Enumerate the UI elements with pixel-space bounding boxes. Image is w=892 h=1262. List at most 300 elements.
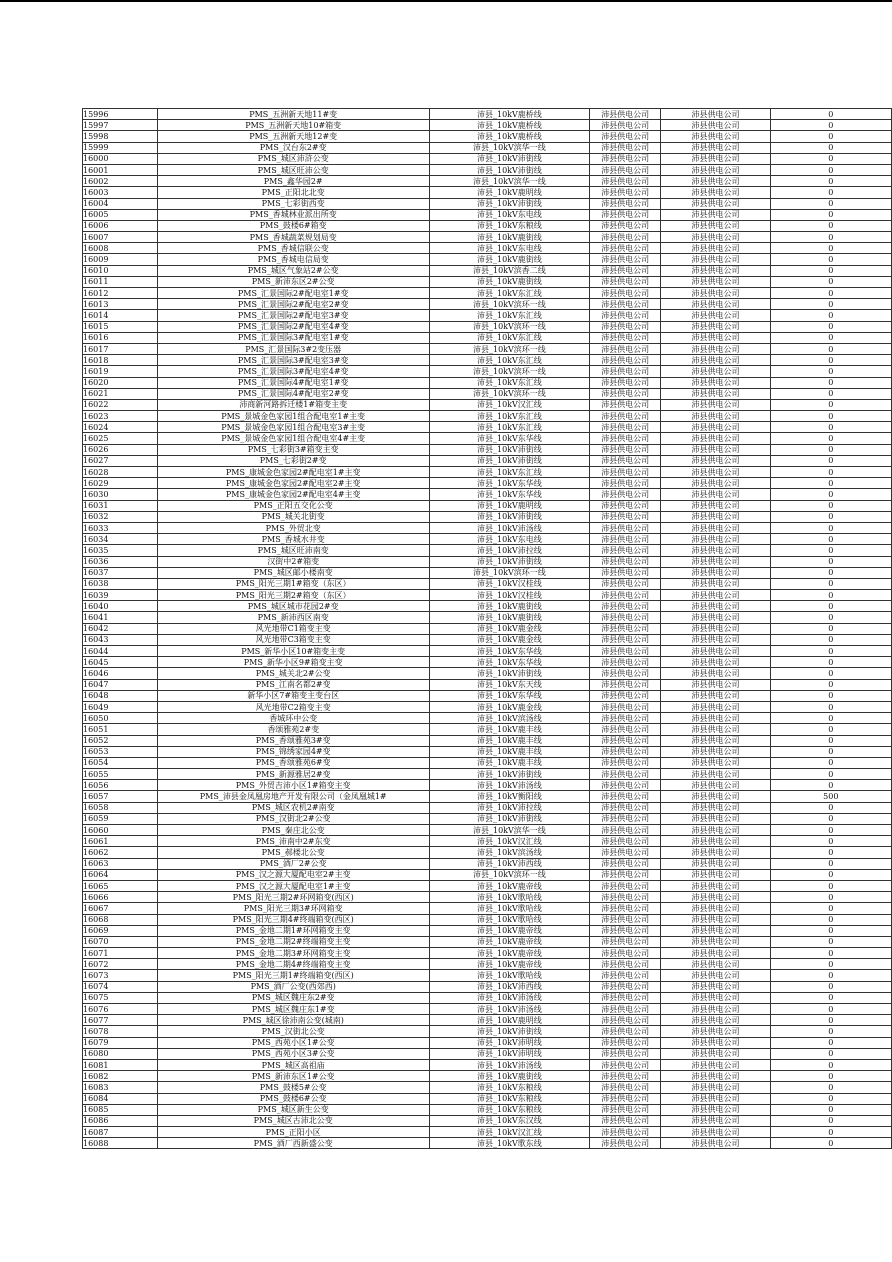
owner-company: 沛县供电公司 [661, 836, 770, 847]
owner-company: 沛县供电公司 [661, 791, 770, 802]
line-name: 沛县_10kV沛汤线 [429, 522, 589, 533]
owner-company: 沛县供电公司 [661, 925, 770, 936]
owner-company: 沛县供电公司 [661, 288, 770, 299]
station-name: PMS_五洲新天地12#变 [157, 131, 429, 142]
station-name: PMS_正阳北北变 [157, 187, 429, 198]
owner-company: 沛县供电公司 [661, 310, 770, 321]
top-rule [0, 0, 892, 2]
line-name: 沛县_10kV鹿金线 [429, 701, 589, 712]
station-name: PMS_江南名都2#变 [157, 679, 429, 690]
row-id: 16006 [83, 220, 158, 231]
line-name: 沛县_10kV沛街线 [429, 813, 589, 824]
capacity-value: 0 [770, 1138, 891, 1149]
station-name: PMS_阳光三期1#箱变（东区） [157, 578, 429, 589]
supply-company: 沛县供电公司 [589, 769, 661, 780]
supply-company: 沛县供电公司 [589, 590, 661, 601]
row-id: 15998 [83, 131, 158, 142]
line-name: 沛县_10kV滨汤线 [429, 713, 589, 724]
table-row [83, 936, 892, 947]
row-id: 16011 [83, 276, 158, 287]
line-name: 沛县_10kV鹿丰线 [429, 746, 589, 757]
row-id: 16085 [83, 1104, 158, 1115]
station-name: 汉街中2#箱变 [157, 556, 429, 567]
table-row [83, 1115, 892, 1126]
capacity-value: 0 [770, 847, 891, 858]
table-row [83, 1127, 892, 1138]
owner-company: 沛县供电公司 [661, 299, 770, 310]
station-name: PMS_七彩街3#箱变主变 [157, 444, 429, 455]
station-name: PMS_汇景国际3#配电室4#变 [157, 366, 429, 377]
table-row [83, 433, 892, 444]
capacity-value: 0 [770, 892, 891, 903]
row-id: 16017 [83, 343, 158, 354]
line-name: 沛县_10kV东粮线 [429, 220, 589, 231]
supply-company: 沛县供电公司 [589, 299, 661, 310]
supply-company: 沛县供电公司 [589, 970, 661, 981]
capacity-value: 0 [770, 936, 891, 947]
table-row [83, 164, 892, 175]
row-id: 16003 [83, 187, 158, 198]
station-name: PMS_城区魏庄东1#变 [157, 1004, 429, 1015]
table-row [83, 892, 892, 903]
line-name: 沛县_10kV东华线 [429, 489, 589, 500]
row-id: 16041 [83, 612, 158, 623]
table-row [83, 1093, 892, 1104]
capacity-value: 0 [770, 1104, 891, 1115]
station-name: PMS_景城金色家园1组合配电室3#主变 [157, 422, 429, 433]
line-name: 沛县_10kV鹿丰线 [429, 757, 589, 768]
station-name: PMS_城关北2#公变 [157, 668, 429, 679]
station-name: PMS_汉台东2#变 [157, 142, 429, 153]
owner-company: 沛县供电公司 [661, 601, 770, 612]
line-name: 沛县_10kV汉桂线 [429, 578, 589, 589]
station-name: PMS_鑫华园2# [157, 176, 429, 187]
table-row [83, 411, 892, 422]
capacity-value: 0 [770, 131, 891, 142]
row-id: 16075 [83, 992, 158, 1003]
supply-company: 沛县供电公司 [589, 836, 661, 847]
supply-company: 沛县供电公司 [589, 220, 661, 231]
table-row [83, 332, 892, 343]
supply-company: 沛县供电公司 [589, 802, 661, 813]
row-id: 16040 [83, 601, 158, 612]
supply-company: 沛县供电公司 [589, 254, 661, 265]
station-name: PMS_城区旺沛公变 [157, 164, 429, 175]
table-row [83, 724, 892, 735]
line-name: 沛县_10kV东粮线 [429, 1104, 589, 1115]
table-row [83, 142, 892, 153]
capacity-value: 0 [770, 634, 891, 645]
table-row [83, 511, 892, 522]
capacity-value: 0 [770, 1082, 891, 1093]
owner-company: 沛县供电公司 [661, 780, 770, 791]
station-name: PMS_香颂雅苑3#变 [157, 735, 429, 746]
capacity-value: 0 [770, 1127, 891, 1138]
owner-company: 沛县供电公司 [661, 164, 770, 175]
supply-company: 沛县供电公司 [589, 1082, 661, 1093]
table-row [83, 578, 892, 589]
row-id: 16088 [83, 1138, 158, 1149]
table-row [83, 545, 892, 556]
owner-company: 沛县供电公司 [661, 634, 770, 645]
line-name: 沛县_10kV东华线 [429, 646, 589, 657]
capacity-value: 0 [770, 590, 891, 601]
table-row [83, 343, 892, 354]
line-name: 沛县_10kV东汇线 [429, 355, 589, 366]
station-name: 风光地带C3箱变主变 [157, 634, 429, 645]
table-row [83, 478, 892, 489]
line-name: 沛县_10kV鹿桥线 [429, 109, 589, 120]
table-row [83, 970, 892, 981]
table-row [83, 276, 892, 287]
capacity-value: 0 [770, 1071, 891, 1082]
station-name: PMS_汇景国际2#配电室3#变 [157, 310, 429, 321]
supply-company: 沛县供电公司 [589, 500, 661, 511]
row-id: 15999 [83, 142, 158, 153]
table-row [83, 109, 892, 120]
owner-company: 沛县供电公司 [661, 399, 770, 410]
owner-company: 沛县供电公司 [661, 1082, 770, 1093]
row-id: 16036 [83, 556, 158, 567]
supply-company: 沛县供电公司 [589, 981, 661, 992]
owner-company: 沛县供电公司 [661, 176, 770, 187]
capacity-value: 0 [770, 232, 891, 243]
row-id: 16081 [83, 1059, 158, 1070]
station-name: PMS_新源雅居2#变 [157, 769, 429, 780]
row-id: 16039 [83, 590, 158, 601]
capacity-value: 0 [770, 399, 891, 410]
line-name: 沛县_10kV汉桂线 [429, 590, 589, 601]
capacity-value: 0 [770, 780, 891, 791]
capacity-value: 0 [770, 142, 891, 153]
row-id: 16083 [83, 1082, 158, 1093]
supply-company: 沛县供电公司 [589, 892, 661, 903]
supply-company: 沛县供电公司 [589, 601, 661, 612]
capacity-value: 0 [770, 880, 891, 891]
station-name: PMS_城区徐沛南公变(城南) [157, 1015, 429, 1026]
table-row [83, 623, 892, 634]
row-id: 16019 [83, 366, 158, 377]
station-name: 沛商新河路拆迁楼1#箱变主变 [157, 399, 429, 410]
line-name: 沛县_10kV滨环一线 [429, 343, 589, 354]
supply-company: 沛县供电公司 [589, 690, 661, 701]
supply-company: 沛县供电公司 [589, 209, 661, 220]
row-id: 16053 [83, 746, 158, 757]
capacity-value: 0 [770, 534, 891, 545]
line-name: 沛县_10kV东汇线 [429, 377, 589, 388]
capacity-value: 0 [770, 746, 891, 757]
table-row [83, 232, 892, 243]
supply-company: 沛县供电公司 [589, 713, 661, 724]
station-name: PMS_汉街北2#公变 [157, 813, 429, 824]
table-row [83, 355, 892, 366]
station-name: PMS_康城金色家园2#配电室4#主变 [157, 489, 429, 500]
station-name: PMS_汉之源大厦配电室2#主变 [157, 869, 429, 880]
station-name: PMS_康城金色家园2#配电室2#主变 [157, 478, 429, 489]
capacity-value: 0 [770, 713, 891, 724]
line-name: 沛县_10kV沛拉线 [429, 802, 589, 813]
owner-company: 沛县供电公司 [661, 232, 770, 243]
owner-company: 沛县供电公司 [661, 646, 770, 657]
supply-company: 沛县供电公司 [589, 634, 661, 645]
capacity-value: 0 [770, 1048, 891, 1059]
line-name: 沛县_10kV鹿街线 [429, 601, 589, 612]
capacity-value: 0 [770, 601, 891, 612]
owner-company: 沛县供电公司 [661, 522, 770, 533]
table-row [83, 1015, 892, 1026]
station-name: PMS_新沛西区南变 [157, 612, 429, 623]
owner-company: 沛县供电公司 [661, 701, 770, 712]
table-row [83, 1082, 892, 1093]
row-id: 16067 [83, 903, 158, 914]
owner-company: 沛县供电公司 [661, 534, 770, 545]
capacity-value: 0 [770, 187, 891, 198]
table-row [83, 500, 892, 511]
supply-company: 沛县供电公司 [589, 1104, 661, 1115]
line-name: 沛县_10kV沛汤线 [429, 992, 589, 1003]
table-row [83, 1071, 892, 1082]
station-name: PMS_郝楼北公变 [157, 847, 429, 858]
capacity-value: 0 [770, 646, 891, 657]
row-id: 16077 [83, 1015, 158, 1026]
line-name: 沛县_10kV东汇线 [429, 411, 589, 422]
capacity-value: 0 [770, 332, 891, 343]
station-name: PMS_汇景国际3#配电室1#变 [157, 332, 429, 343]
capacity-value: 0 [770, 388, 891, 399]
table-row [83, 243, 892, 254]
station-name: PMS_酒厂2#公变 [157, 858, 429, 869]
owner-company: 沛县供电公司 [661, 433, 770, 444]
station-name: PMS_秦庄北公变 [157, 825, 429, 836]
supply-company: 沛县供电公司 [589, 701, 661, 712]
owner-company: 沛县供电公司 [661, 500, 770, 511]
owner-company: 沛县供电公司 [661, 802, 770, 813]
table-row [83, 657, 892, 668]
station-name: PMS_阳光三期1#终端箱变(西区) [157, 970, 429, 981]
row-id: 16059 [83, 813, 158, 824]
capacity-value: 0 [770, 455, 891, 466]
line-name: 沛县_10kV沛街线 [429, 668, 589, 679]
station-name: PMS_新华小区9#箱变主变 [157, 657, 429, 668]
table-row [83, 209, 892, 220]
row-id: 16027 [83, 455, 158, 466]
owner-company: 沛县供电公司 [661, 511, 770, 522]
station-name: PMS_金地二期1#环网箱变主变 [157, 925, 429, 936]
data-table [82, 108, 892, 1149]
supply-company: 沛县供电公司 [589, 914, 661, 925]
station-name: PMS_城区魏庄东2#变 [157, 992, 429, 1003]
table-row [83, 825, 892, 836]
owner-company: 沛县供电公司 [661, 578, 770, 589]
row-id: 16056 [83, 780, 158, 791]
capacity-value: 0 [770, 813, 891, 824]
owner-company: 沛县供电公司 [661, 220, 770, 231]
table-row [83, 612, 892, 623]
station-name: PMS_沛南中2#东变 [157, 836, 429, 847]
row-id: 16061 [83, 836, 158, 847]
station-name: PMS_外贸北变 [157, 522, 429, 533]
row-id: 16020 [83, 377, 158, 388]
supply-company: 沛县供电公司 [589, 858, 661, 869]
station-name: PMS_锦绣家园4#变 [157, 746, 429, 757]
row-id: 16034 [83, 534, 158, 545]
capacity-value: 0 [770, 511, 891, 522]
capacity-value: 0 [770, 825, 891, 836]
supply-company: 沛县供电公司 [589, 1026, 661, 1037]
capacity-value: 0 [770, 623, 891, 634]
supply-company: 沛县供电公司 [589, 109, 661, 120]
line-name: 沛县_10kV东汇线 [429, 422, 589, 433]
row-id: 16058 [83, 802, 158, 813]
station-name: PMS_汇景国际2#配电室2#变 [157, 299, 429, 310]
table-row [83, 321, 892, 332]
line-name: 沛县_10kV沛街线 [429, 444, 589, 455]
line-name: 沛县_10kV歌哈线 [429, 914, 589, 925]
table-row [83, 735, 892, 746]
table-row [83, 880, 892, 891]
station-name: PMS_汇景国际4#配电室1#变 [157, 377, 429, 388]
table-body [83, 109, 892, 1149]
table-row [83, 388, 892, 399]
line-name: 沛县_10kV东粮线 [429, 1093, 589, 1104]
row-id: 15996 [83, 109, 158, 120]
owner-company: 沛县供电公司 [661, 556, 770, 567]
owner-company: 沛县供电公司 [661, 959, 770, 970]
table-row [83, 847, 892, 858]
owner-company: 沛县供电公司 [661, 735, 770, 746]
row-id: 16037 [83, 567, 158, 578]
owner-company: 沛县供电公司 [661, 1104, 770, 1115]
capacity-value: 0 [770, 288, 891, 299]
station-name: PMS_外贸吉沛小区1#箱变主变 [157, 780, 429, 791]
owner-company: 沛县供电公司 [661, 444, 770, 455]
supply-company: 沛县供电公司 [589, 936, 661, 947]
owner-company: 沛县供电公司 [661, 545, 770, 556]
table-row [83, 489, 892, 500]
table-row [83, 254, 892, 265]
station-name: PMS_新华小区10#箱变主变 [157, 646, 429, 657]
owner-company: 沛县供电公司 [661, 355, 770, 366]
line-name: 沛县_10kV滨香二线 [429, 265, 589, 276]
row-id: 16018 [83, 355, 158, 366]
row-id: 16079 [83, 1037, 158, 1048]
supply-company: 沛县供电公司 [589, 992, 661, 1003]
supply-company: 沛县供电公司 [589, 399, 661, 410]
table-row [83, 646, 892, 657]
line-name: 沛县_10kV歌哈线 [429, 903, 589, 914]
station-name: PMS_鼓楼5#公变 [157, 1082, 429, 1093]
row-id: 16072 [83, 959, 158, 970]
supply-company: 沛县供电公司 [589, 355, 661, 366]
capacity-value: 0 [770, 176, 891, 187]
row-id: 16086 [83, 1115, 158, 1126]
owner-company: 沛县供电公司 [661, 746, 770, 757]
capacity-value: 0 [770, 343, 891, 354]
capacity-value: 0 [770, 769, 891, 780]
capacity-value: 0 [770, 1015, 891, 1026]
table-row [83, 120, 892, 131]
supply-company: 沛县供电公司 [589, 903, 661, 914]
table-row [83, 914, 892, 925]
capacity-value: 0 [770, 1059, 891, 1070]
station-name: PMS_西苑小区1#公变 [157, 1037, 429, 1048]
line-name: 沛县_10kV鹿帝线 [429, 880, 589, 891]
supply-company: 沛县供电公司 [589, 780, 661, 791]
table-row [83, 802, 892, 813]
row-id: 16012 [83, 288, 158, 299]
owner-company: 沛县供电公司 [661, 1093, 770, 1104]
owner-company: 沛县供电公司 [661, 243, 770, 254]
station-name: PMS_金地二期3#环网箱变主变 [157, 948, 429, 959]
table-row [83, 1048, 892, 1059]
supply-company: 沛县供电公司 [589, 825, 661, 836]
owner-company: 沛县供电公司 [661, 153, 770, 164]
capacity-value: 0 [770, 679, 891, 690]
supply-company: 沛县供电公司 [589, 142, 661, 153]
table-row [83, 869, 892, 880]
line-name: 沛县_10kV滨环一线 [429, 321, 589, 332]
line-name: 沛县_10kV滨环一线 [429, 869, 589, 880]
supply-company: 沛县供电公司 [589, 153, 661, 164]
owner-company: 沛县供电公司 [661, 1059, 770, 1070]
owner-company: 沛县供电公司 [661, 858, 770, 869]
table-row [83, 836, 892, 847]
owner-company: 沛县供电公司 [661, 209, 770, 220]
table-row [83, 690, 892, 701]
row-id: 16063 [83, 858, 158, 869]
station-name: PMS_汇景国际3#2变压器 [157, 343, 429, 354]
station-name: 香城环中公变 [157, 713, 429, 724]
station-name: PMS_汇景国际2#配电室1#变 [157, 288, 429, 299]
row-id: 16045 [83, 657, 158, 668]
table-row [83, 1138, 892, 1149]
station-name: 新华小区7#箱变主变台区 [157, 690, 429, 701]
supply-company: 沛县供电公司 [589, 1093, 661, 1104]
supply-company: 沛县供电公司 [589, 1015, 661, 1026]
owner-company: 沛县供电公司 [661, 1015, 770, 1026]
table-row [83, 310, 892, 321]
supply-company: 沛县供电公司 [589, 131, 661, 142]
supply-company: 沛县供电公司 [589, 243, 661, 254]
table-row [83, 992, 892, 1003]
row-id: 16050 [83, 713, 158, 724]
row-id: 16073 [83, 970, 158, 981]
owner-company: 沛县供电公司 [661, 992, 770, 1003]
supply-company: 沛县供电公司 [589, 646, 661, 657]
station-name: PMS_城关北街变 [157, 511, 429, 522]
owner-company: 沛县供电公司 [661, 265, 770, 276]
owner-company: 沛县供电公司 [661, 1127, 770, 1138]
table-row [83, 176, 892, 187]
owner-company: 沛县供电公司 [661, 411, 770, 422]
station-name: PMS_阳光三期4#终端箱变(西区) [157, 914, 429, 925]
owner-company: 沛县供电公司 [661, 131, 770, 142]
station-name: PMS_正阳五交化公变 [157, 500, 429, 511]
owner-company: 沛县供电公司 [661, 455, 770, 466]
station-name: 风光地带C1箱变主变 [157, 623, 429, 634]
table-row [83, 467, 892, 478]
line-name: 沛县_10kV鹿街线 [429, 1071, 589, 1082]
supply-company: 沛县供电公司 [589, 232, 661, 243]
row-id: 16060 [83, 825, 158, 836]
line-name: 沛县_10kV东汇线 [429, 310, 589, 321]
supply-company: 沛县供电公司 [589, 455, 661, 466]
owner-company: 沛县供电公司 [661, 1071, 770, 1082]
row-id: 16000 [83, 153, 158, 164]
table-row [83, 534, 892, 545]
capacity-value: 0 [770, 668, 891, 679]
capacity-value: 0 [770, 355, 891, 366]
